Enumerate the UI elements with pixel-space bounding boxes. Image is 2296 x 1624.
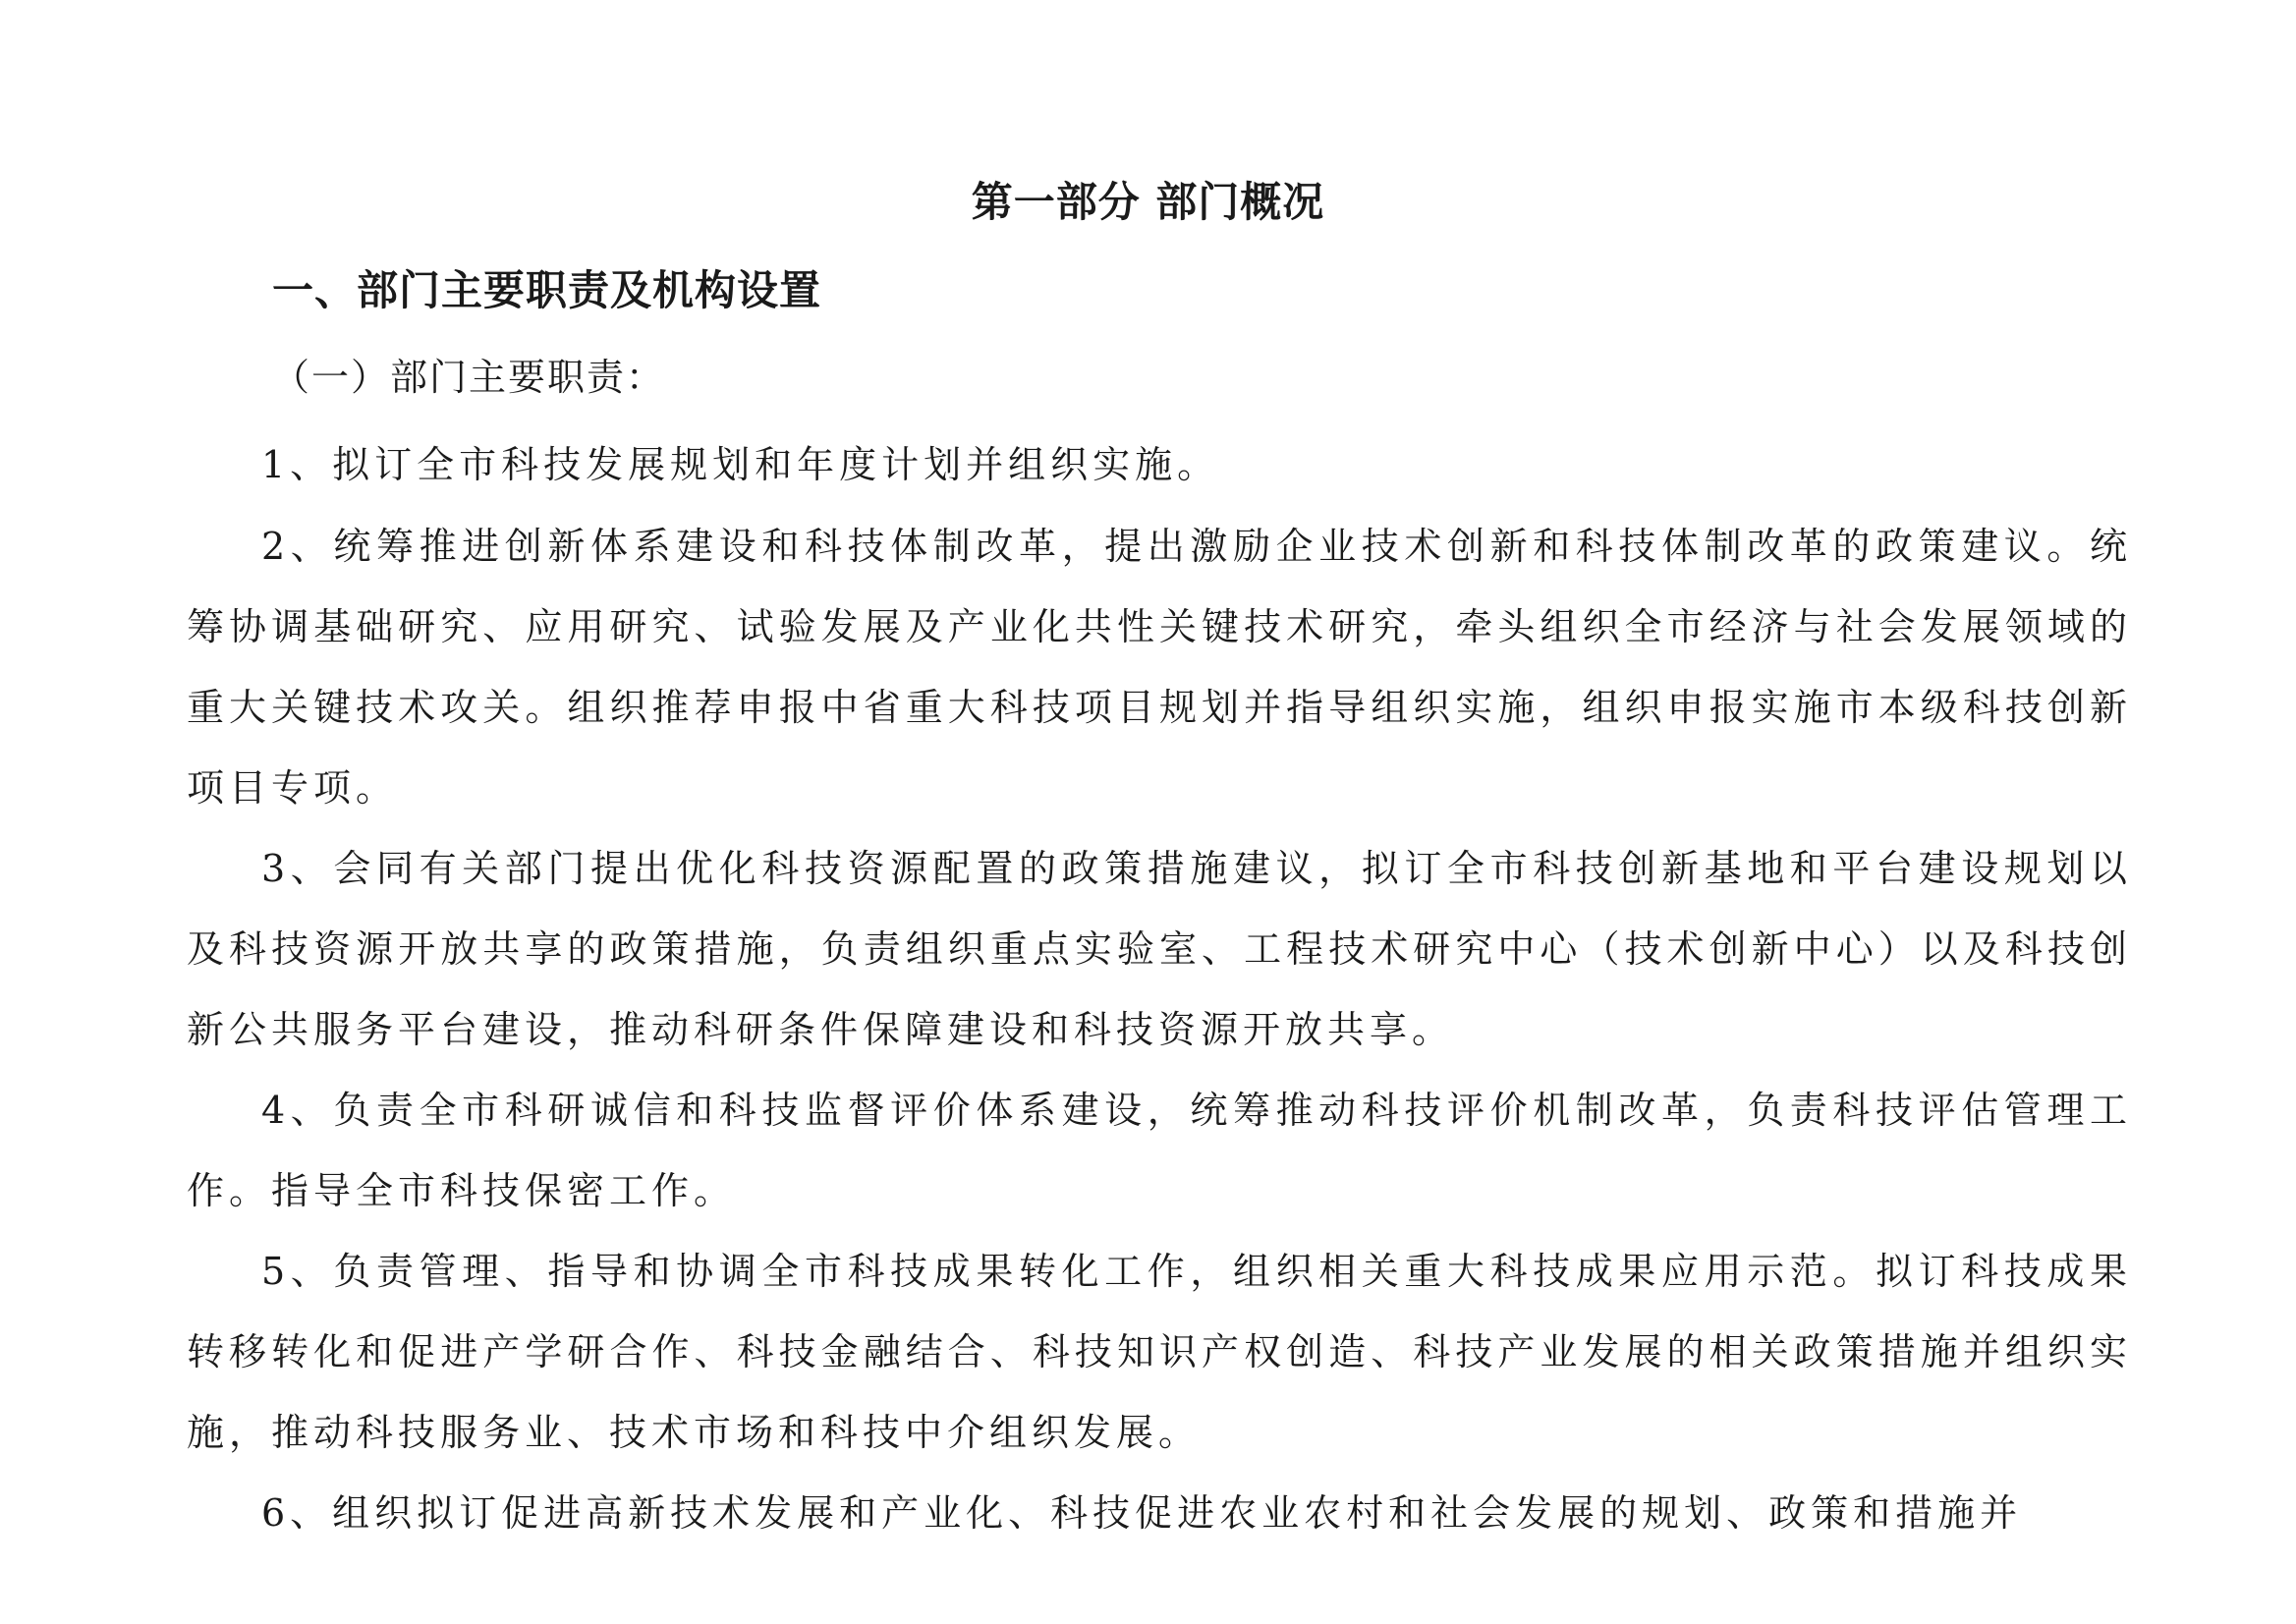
paragraph-item-5 xyxy=(187,1231,2132,1473)
paragraph-text: 2、统筹推进创新体系建设和科技体制改革，提出激励企业技术创新和科技体制改革的政策建议。统筹协调基础研究、应用研究、试验发展及产业化共性关键技术研究，牵头组织全市经济与社会发展领域的重大关键技术攻关。组织推荐申报中省重大科技项目规划并指导组织实施，组织申报实施市本级科技创新项目专项。 xyxy=(187,525,2132,810)
paragraph-text: 1、拟订全市科技发展规划和年度计划并组织实施。 xyxy=(261,443,1220,486)
paragraph-item-1 xyxy=(187,424,2132,505)
paragraph-text: 3、会同有关部门提出优化科技资源配置的政策措施建议，拟订全市科技创新基地和平台建设规划以及科技资源开放共享的政策措施，负责组织重点实验室、工程技术研究中心（技术创新中心）以及科技创新公共服务平台建设，推动科研条件保障建设和科技资源开放共享。 xyxy=(187,847,2132,1051)
paragraph-text: 4、负责全市科研诚信和科技监督评价体系建设，统筹推动科技评价机制改革，负责科技评估管理工作。指导全市科技保密工作。 xyxy=(187,1089,2132,1212)
paragraph-item-4 xyxy=(187,1070,2132,1231)
paragraph-item-6 xyxy=(187,1473,2132,1553)
paragraph-text: 6、组织拟订促进高新技术发展和产业化、科技促进农业农村和社会发展的规划、政策和措施并 xyxy=(261,1491,2023,1535)
paragraph-item-3 xyxy=(187,828,2132,1070)
section-heading: 一、部门主要职责及机构设置 xyxy=(272,266,822,314)
paragraph-text: 5、负责管理、指导和协调全市科技成果转化工作，组织相关重大科技成果应用示范。拟订科技成果转移转化和促进产学研合作、科技金融结合、科技知识产权创造、科技产业发展的相关政策措施并组织实施，推动科技服务业、技术市场和科技中介组织发展。 xyxy=(187,1250,2132,1454)
paragraph-item-2 xyxy=(187,506,2132,828)
subsection-heading: （一）部门主要职责： xyxy=(272,356,666,399)
page-title: 第一部分 部门概况 xyxy=(971,178,1325,226)
